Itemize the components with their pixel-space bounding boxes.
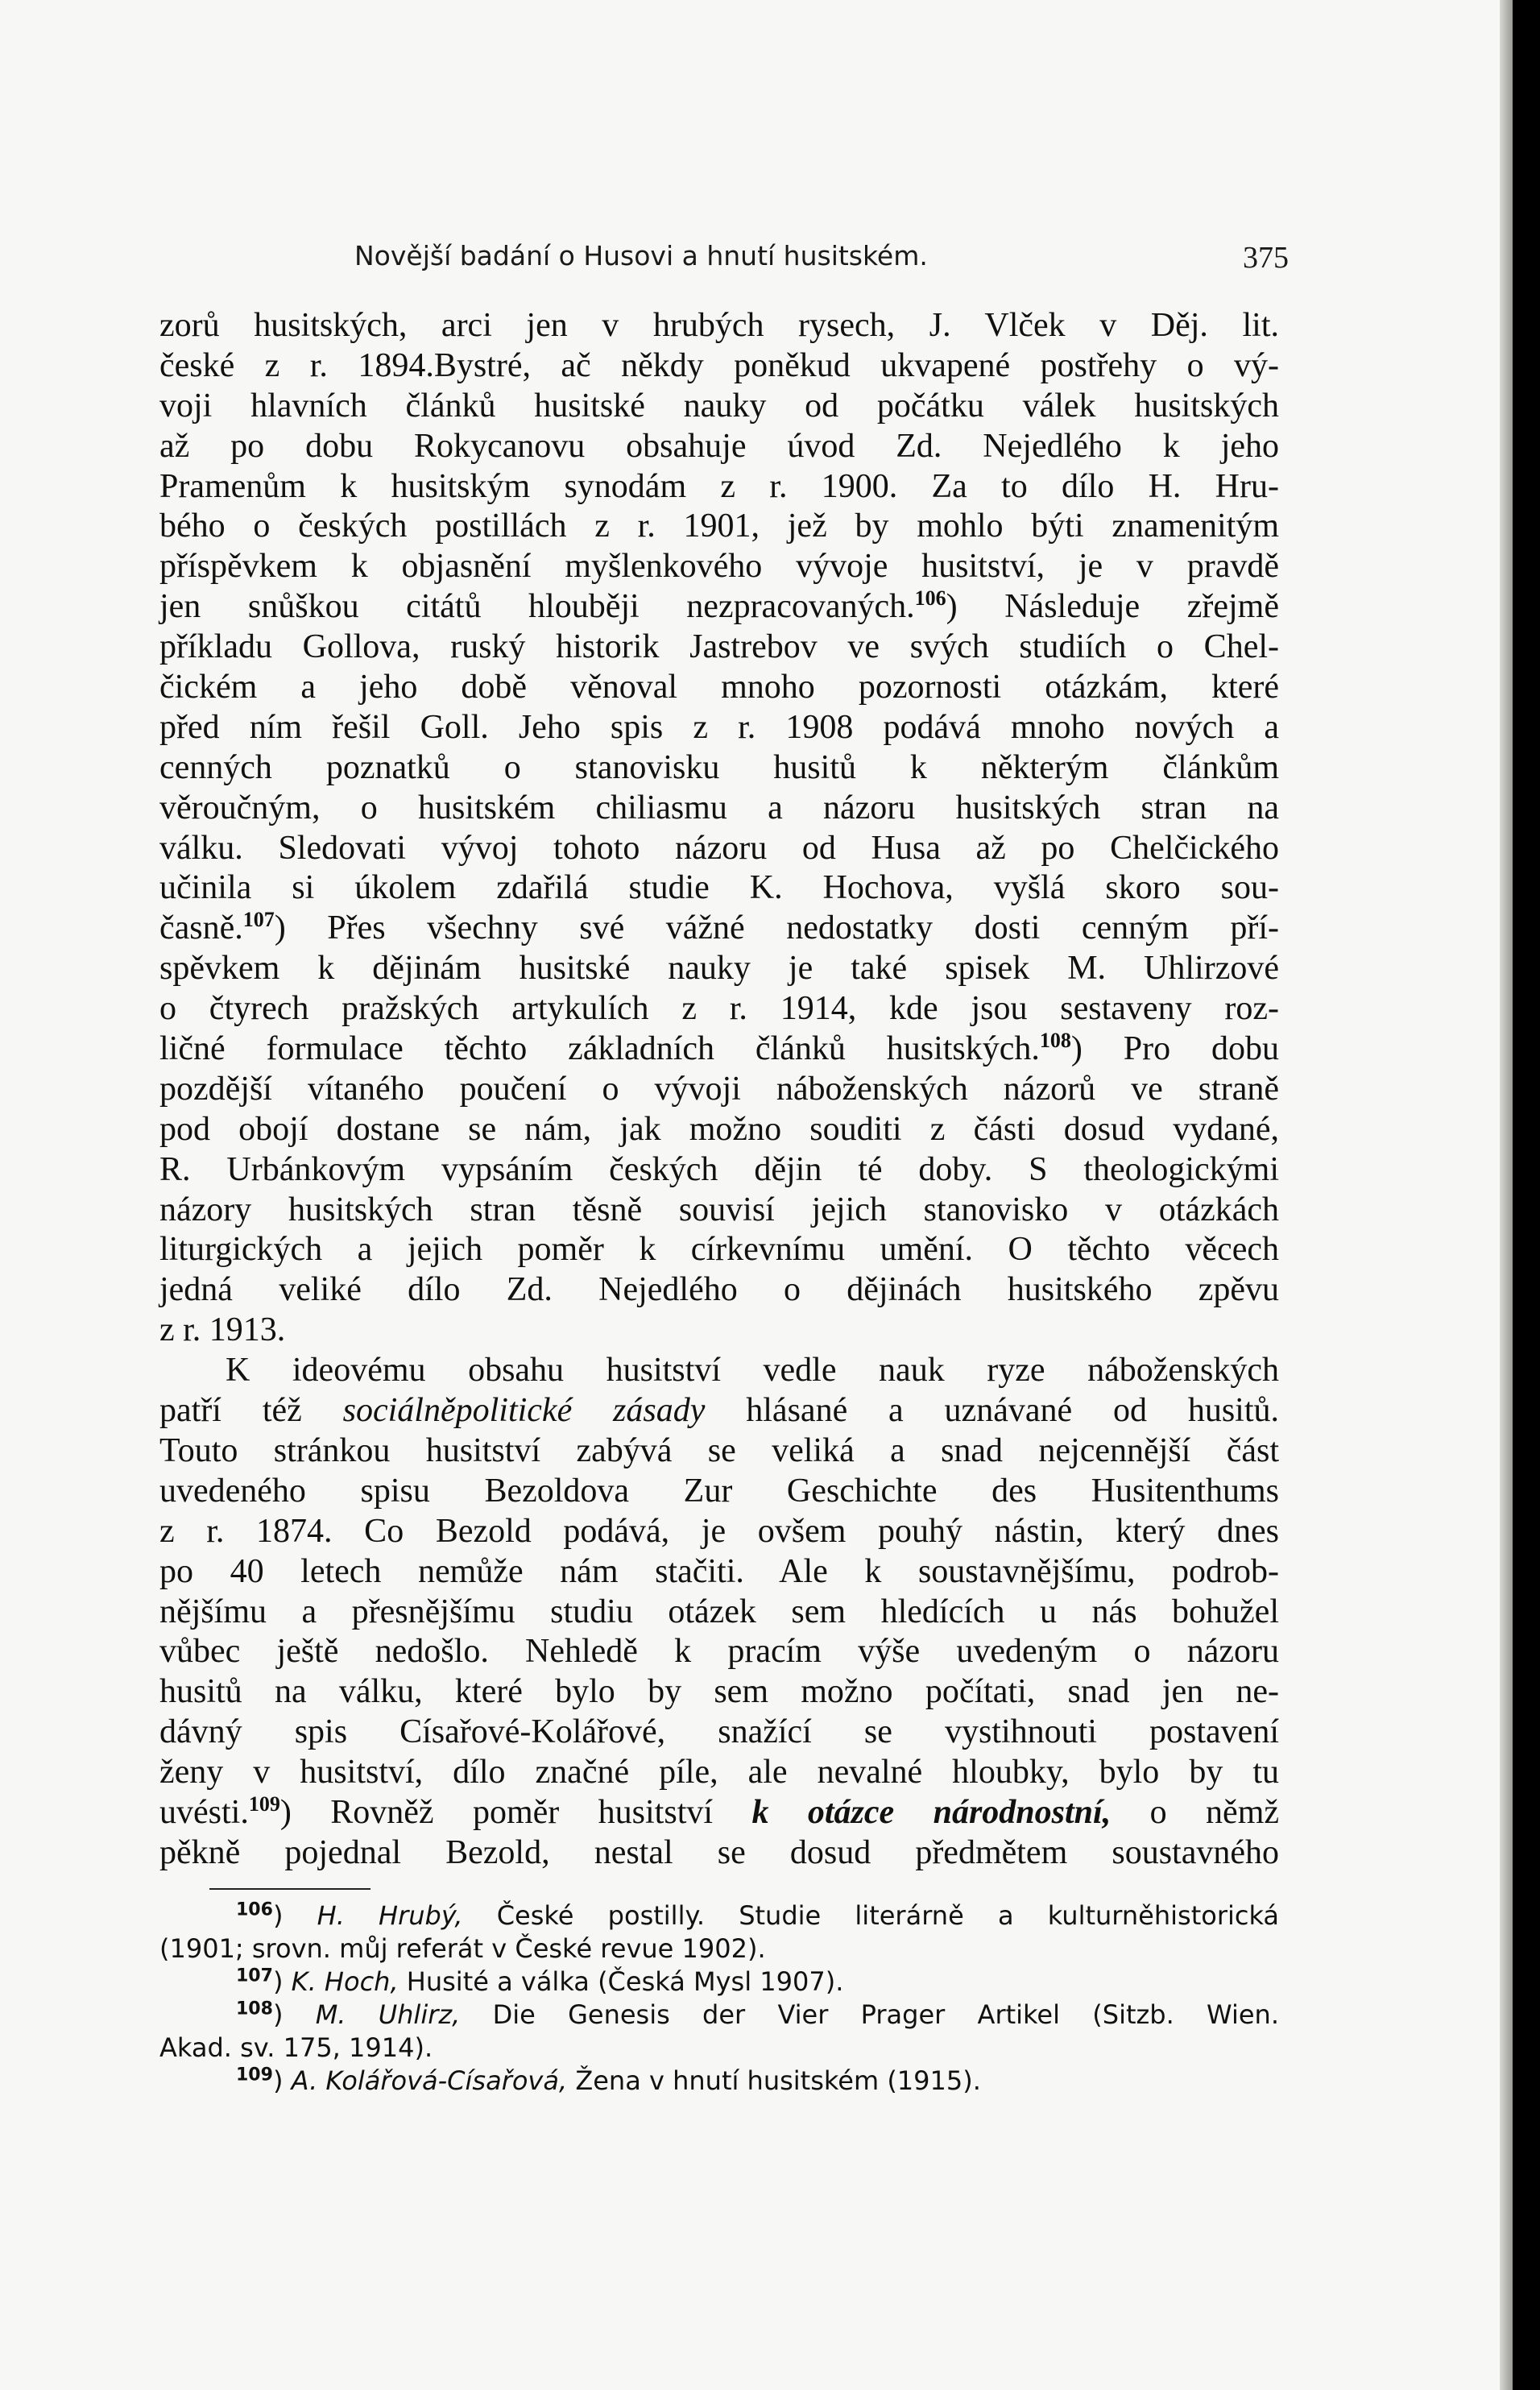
text-line: příkladu Gollova, ruský historik Jastrebov ve svých studiích o Chel- xyxy=(159,628,1279,666)
text-line: liturgických a jejich poměr k církevnímu umění. O těchto věcech xyxy=(159,1231,1279,1269)
text-line: pěkně pojednal Bezold, nestal se dosud předmětem soustavného xyxy=(159,1833,1279,1871)
page-number: 375 xyxy=(1243,241,1289,275)
footnote-ref: 109 xyxy=(248,1791,280,1816)
text-line: uvedeného spisu Bezoldova Zur Geschichte des Husitenthums xyxy=(159,1472,1279,1510)
text-line xyxy=(159,909,1279,949)
text-line: učinila si úkolem zdařilá studie K. Hochova, vyšlá skoro sou- xyxy=(159,869,1279,907)
text-line: před ním řešil Goll. Jeho spis z r. 1908 podává mnoho nových a xyxy=(159,708,1279,746)
emphasis: k otázce národnostní, xyxy=(751,1793,1112,1831)
running-head-title: Novější badání o Husovi a hnutí husitském. xyxy=(354,240,928,271)
text-line: husitů na válku, které bylo by sem možno počítati, snad jen ne- xyxy=(159,1673,1279,1711)
text-line: jedná veliké dílo Zd. Nejedlého o dějinách husitského zpěvu xyxy=(159,1271,1279,1309)
text-line xyxy=(159,1029,1279,1070)
text-line: R. Urbánkovým vypsáním českých dějin té doby. S theologickými xyxy=(159,1150,1279,1188)
text-segment: uvésti. xyxy=(159,1793,249,1831)
running-head xyxy=(354,240,1305,280)
text-segment: ) Pro dobu xyxy=(1070,1030,1279,1068)
text-line: pozdější vítaného poučení o vývoji náboženských názorů ve straně xyxy=(159,1070,1279,1108)
text-line: bého o českých postillách z r. 1901, jež by mohlo býti znamenitým xyxy=(159,507,1279,545)
text-line: české z r. 1894.Bystré, ač někdy poněkud ukvapené postřehy o vý- xyxy=(159,346,1279,384)
text-line: Pramenům k husitským synodám z r. 1900. Za to dílo H. Hru- xyxy=(159,467,1279,505)
text-segment: ) Přes všechny své vážné nedostatky dosti cenným pří- xyxy=(274,909,1279,947)
footnote-ref: 107 xyxy=(242,908,275,932)
text-line: vůbec ještě nedošlo. Nehledě k pracím výše uvedeným o názoru xyxy=(159,1633,1279,1671)
text-segment: patří též xyxy=(159,1392,302,1430)
footnote-108: $^{108}$) M. Uhlirz, Die Genesis der Vier Prager Artikel (Sitzb. Wien. xyxy=(236,1999,1280,2030)
text-line: z r. 1913. xyxy=(159,1311,286,1349)
paragraph-start: K ideovému obsahu husitství vedle nauk ryze náboženských xyxy=(226,1352,1279,1390)
text-segment: hlásané a uznávané od husitů. xyxy=(746,1392,1280,1430)
footnote-rule xyxy=(209,1888,371,1890)
text-segment: ličné formulace těchto základních článků husitských. xyxy=(159,1030,1040,1068)
text-line: čickém a jeho době věnoval mnoho pozornosti otázkám, které xyxy=(159,669,1279,706)
text-line xyxy=(159,1391,1279,1431)
emphasis: sociálněpolitické zásady xyxy=(342,1392,706,1430)
text-line: názory husitských stran těsně souvisí jejich stanovisko v otázkách xyxy=(159,1191,1279,1228)
text-line: cenných poznatků o stanovisku husitů k některým článkům xyxy=(159,748,1279,786)
footnote-108-continued: Akad. sv. 175, 1914). xyxy=(159,2032,433,2063)
text-segment: časně. xyxy=(159,909,243,947)
text-line xyxy=(159,1793,1279,1833)
footnote-number: 108 xyxy=(236,1999,273,2019)
footnote-number: 109 xyxy=(236,2065,273,2086)
footnote-author: H. Hrubý, xyxy=(317,1900,463,1931)
footnote-106-continued: (1901; srovn. můj referát v České revue 1902). xyxy=(159,1933,766,1964)
text-line: válku. Sledovati vývoj tohoto názoru od Husa až po Chelčického xyxy=(159,829,1279,867)
text-segment: o němž xyxy=(1149,1793,1280,1831)
footnote-number: 106 xyxy=(236,1899,273,1920)
text-segment: ) Rovněž poměr husitství xyxy=(279,1793,714,1831)
footnote-106: $^{106}$) H. Hrubý, České postilly. Studie literárně a kulturněhistorická xyxy=(236,1899,1280,1931)
footnote-text: Husité a válka (Česká Mysl 1907). xyxy=(406,1966,844,1997)
text-line: nějšímu a přesnějšímu studiu otázek sem hledících u nás bohužel xyxy=(159,1593,1279,1630)
footnote-ref: 108 xyxy=(1039,1029,1071,1053)
body-text xyxy=(159,306,1279,1874)
footnote-number: 107 xyxy=(236,1965,273,1986)
footnote-author: A. Kolářová-Císařová, xyxy=(291,2065,568,2096)
footnote-ref: 106 xyxy=(914,586,946,611)
text-line: dávný spis Císařové-Kolářové, snažící se vystihnouti postavení xyxy=(159,1713,1279,1751)
footnote-text: České postilly. Studie literárně a kulturněhistorická xyxy=(496,1900,1280,1931)
text-line: příspěvkem k objasnění myšlenkového vývoje husitství, je v pravdě xyxy=(159,548,1279,586)
footnote-107: $^{107}$) K. Hoch, Husité a válka (Česká Mysl 1907). xyxy=(236,1965,844,1997)
text-line: věroučným, o husitském chiliasmu a názoru husitských stran na xyxy=(159,789,1279,826)
footnotes xyxy=(159,1899,1279,2098)
text-segment: jen snůškou citátů hlouběji nezpracovaných. xyxy=(159,588,915,626)
footnote-109: $^{109}$) A. Kolářová-Císařová, Žena v hnutí husitském (1915). xyxy=(236,2065,981,2096)
text-line: Touto stránkou husitství zabývá se veliká a snad nejcennější část xyxy=(159,1431,1279,1469)
footnote-text: Žena v hnutí husitském (1915). xyxy=(575,2065,981,2096)
text-line: o čtyrech pražských artykulích z r. 1914, kde jsou sestaveny roz- xyxy=(159,990,1279,1028)
footnote-text: Die Genesis der Vier Prager Artikel (Sitzb. Wien. xyxy=(492,1999,1280,2030)
text-line: pod obojí dostane se nám, jak možno souditi z části dosud vydané, xyxy=(159,1110,1279,1148)
text-line: až po dobu Rokycanovu obsahuje úvod Zd. Nejedlého k jeho xyxy=(159,427,1279,465)
footnote-author: K. Hoch, xyxy=(291,1966,399,1997)
page-edge xyxy=(1500,0,1513,2390)
text-line: spěvkem k dějinám husitské nauky je také spisek M. Uhlirzové xyxy=(159,950,1279,988)
text-line: po 40 letech nemůže nám stačiti. Ale k soustavnějšímu, podrob- xyxy=(159,1552,1279,1590)
text-line: ženy v husitství, dílo značné píle, ale nevalné hloubky, bylo by tu xyxy=(159,1754,1279,1791)
text-segment: ) Následuje zřejmě xyxy=(946,588,1279,626)
text-line xyxy=(159,587,1279,628)
text-line: zorů husitských, arci jen v hrubých rysech, J. Vlček v Děj. lit. xyxy=(159,307,1279,344)
text-line: voji hlavních článků husitské nauky od počátku válek husitských xyxy=(159,387,1279,425)
footnote-author: M. Uhlirz, xyxy=(315,1999,461,2030)
text-line: z r. 1874. Co Bezold podává, je ovšem pouhý nástin, který dnes xyxy=(159,1512,1279,1550)
